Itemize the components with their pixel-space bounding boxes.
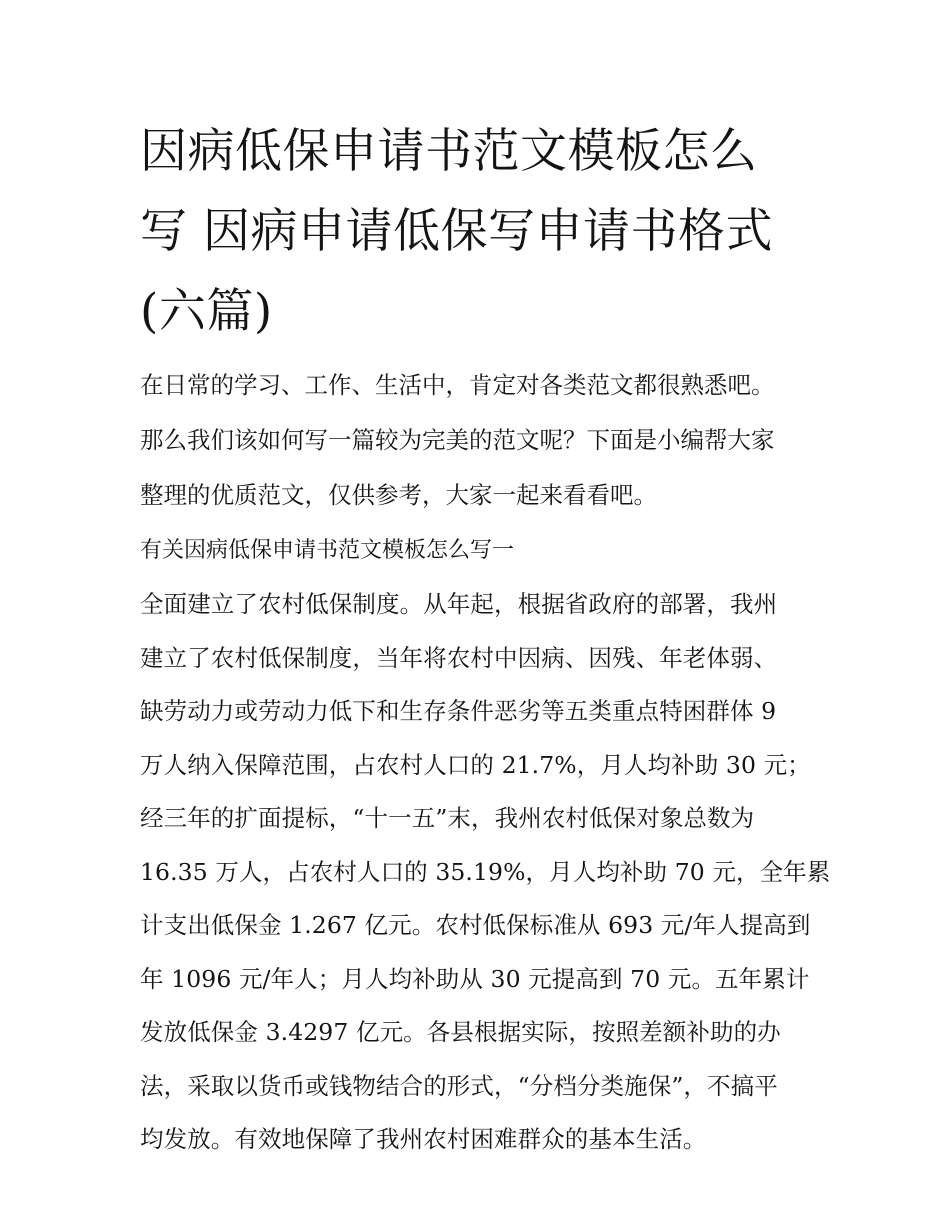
body-line: 缺劳动力或劳动力低下和生存条件恶劣等五类重点特困群体 9 [140,697,777,725]
intro-line: 整理的优质范文，仅供参考，大家一起来看看吧。 [140,481,657,509]
body-line: 均发放。有效地保障了我州农村困难群众的基本生活。 [140,1125,707,1153]
section-heading: 有关因病低保申请书范文模板怎么写一 [140,538,515,563]
intro-line: 那么我们该如何写一篇较为完美的范文呢？下面是小编帮大家 [140,426,775,454]
document-title [140,112,815,352]
document-content [140,112,831,1167]
body-line: 法，采取以货币或钱物结合的形式，“分档分类施保”，不搞平 [140,1071,778,1100]
intro-paragraph [140,358,815,523]
title-line: 因病低保申请书范文模板怎么 [140,124,758,179]
body-line: 建立了农村低保制度，当年将农村中因病、因残、年老体弱、 [140,643,778,672]
body-line: 年 1096 元/年人；月人均补助从 30 元提高到 70 元。五年累计 [140,964,810,993]
title-line: 写 因病申请低保写申请书格式 [140,204,773,259]
body-line: 经三年的扩面提标，“十一五”末，我州农村低保对象总数为 [140,804,755,832]
body-line: 16.35 万人，占农村人口的 35.19%，月人均补助 70 元，全年累 [140,857,831,886]
body-line: 发放低保金 3.4297 亿元。各县根据实际，按照差额补助的办 [140,1018,781,1046]
intro-line: 在日常的学习、工作、生活中，肯定对各类范文都很熟悉吧。 [140,371,775,399]
body-line: 计支出低保金 1.267 亿元。农村低保标准从 693 元/年人提高到 [140,911,811,939]
body-line: 全面建立了农村低保制度。从年起，根据省政府的部署，我州 [140,590,778,618]
title-line: (六篇) [140,284,273,339]
body-paragraph [140,578,831,1167]
body-line: 万人纳入保障范围，占农村人口的 21.7%，月人均补助 30 元； [140,750,811,779]
